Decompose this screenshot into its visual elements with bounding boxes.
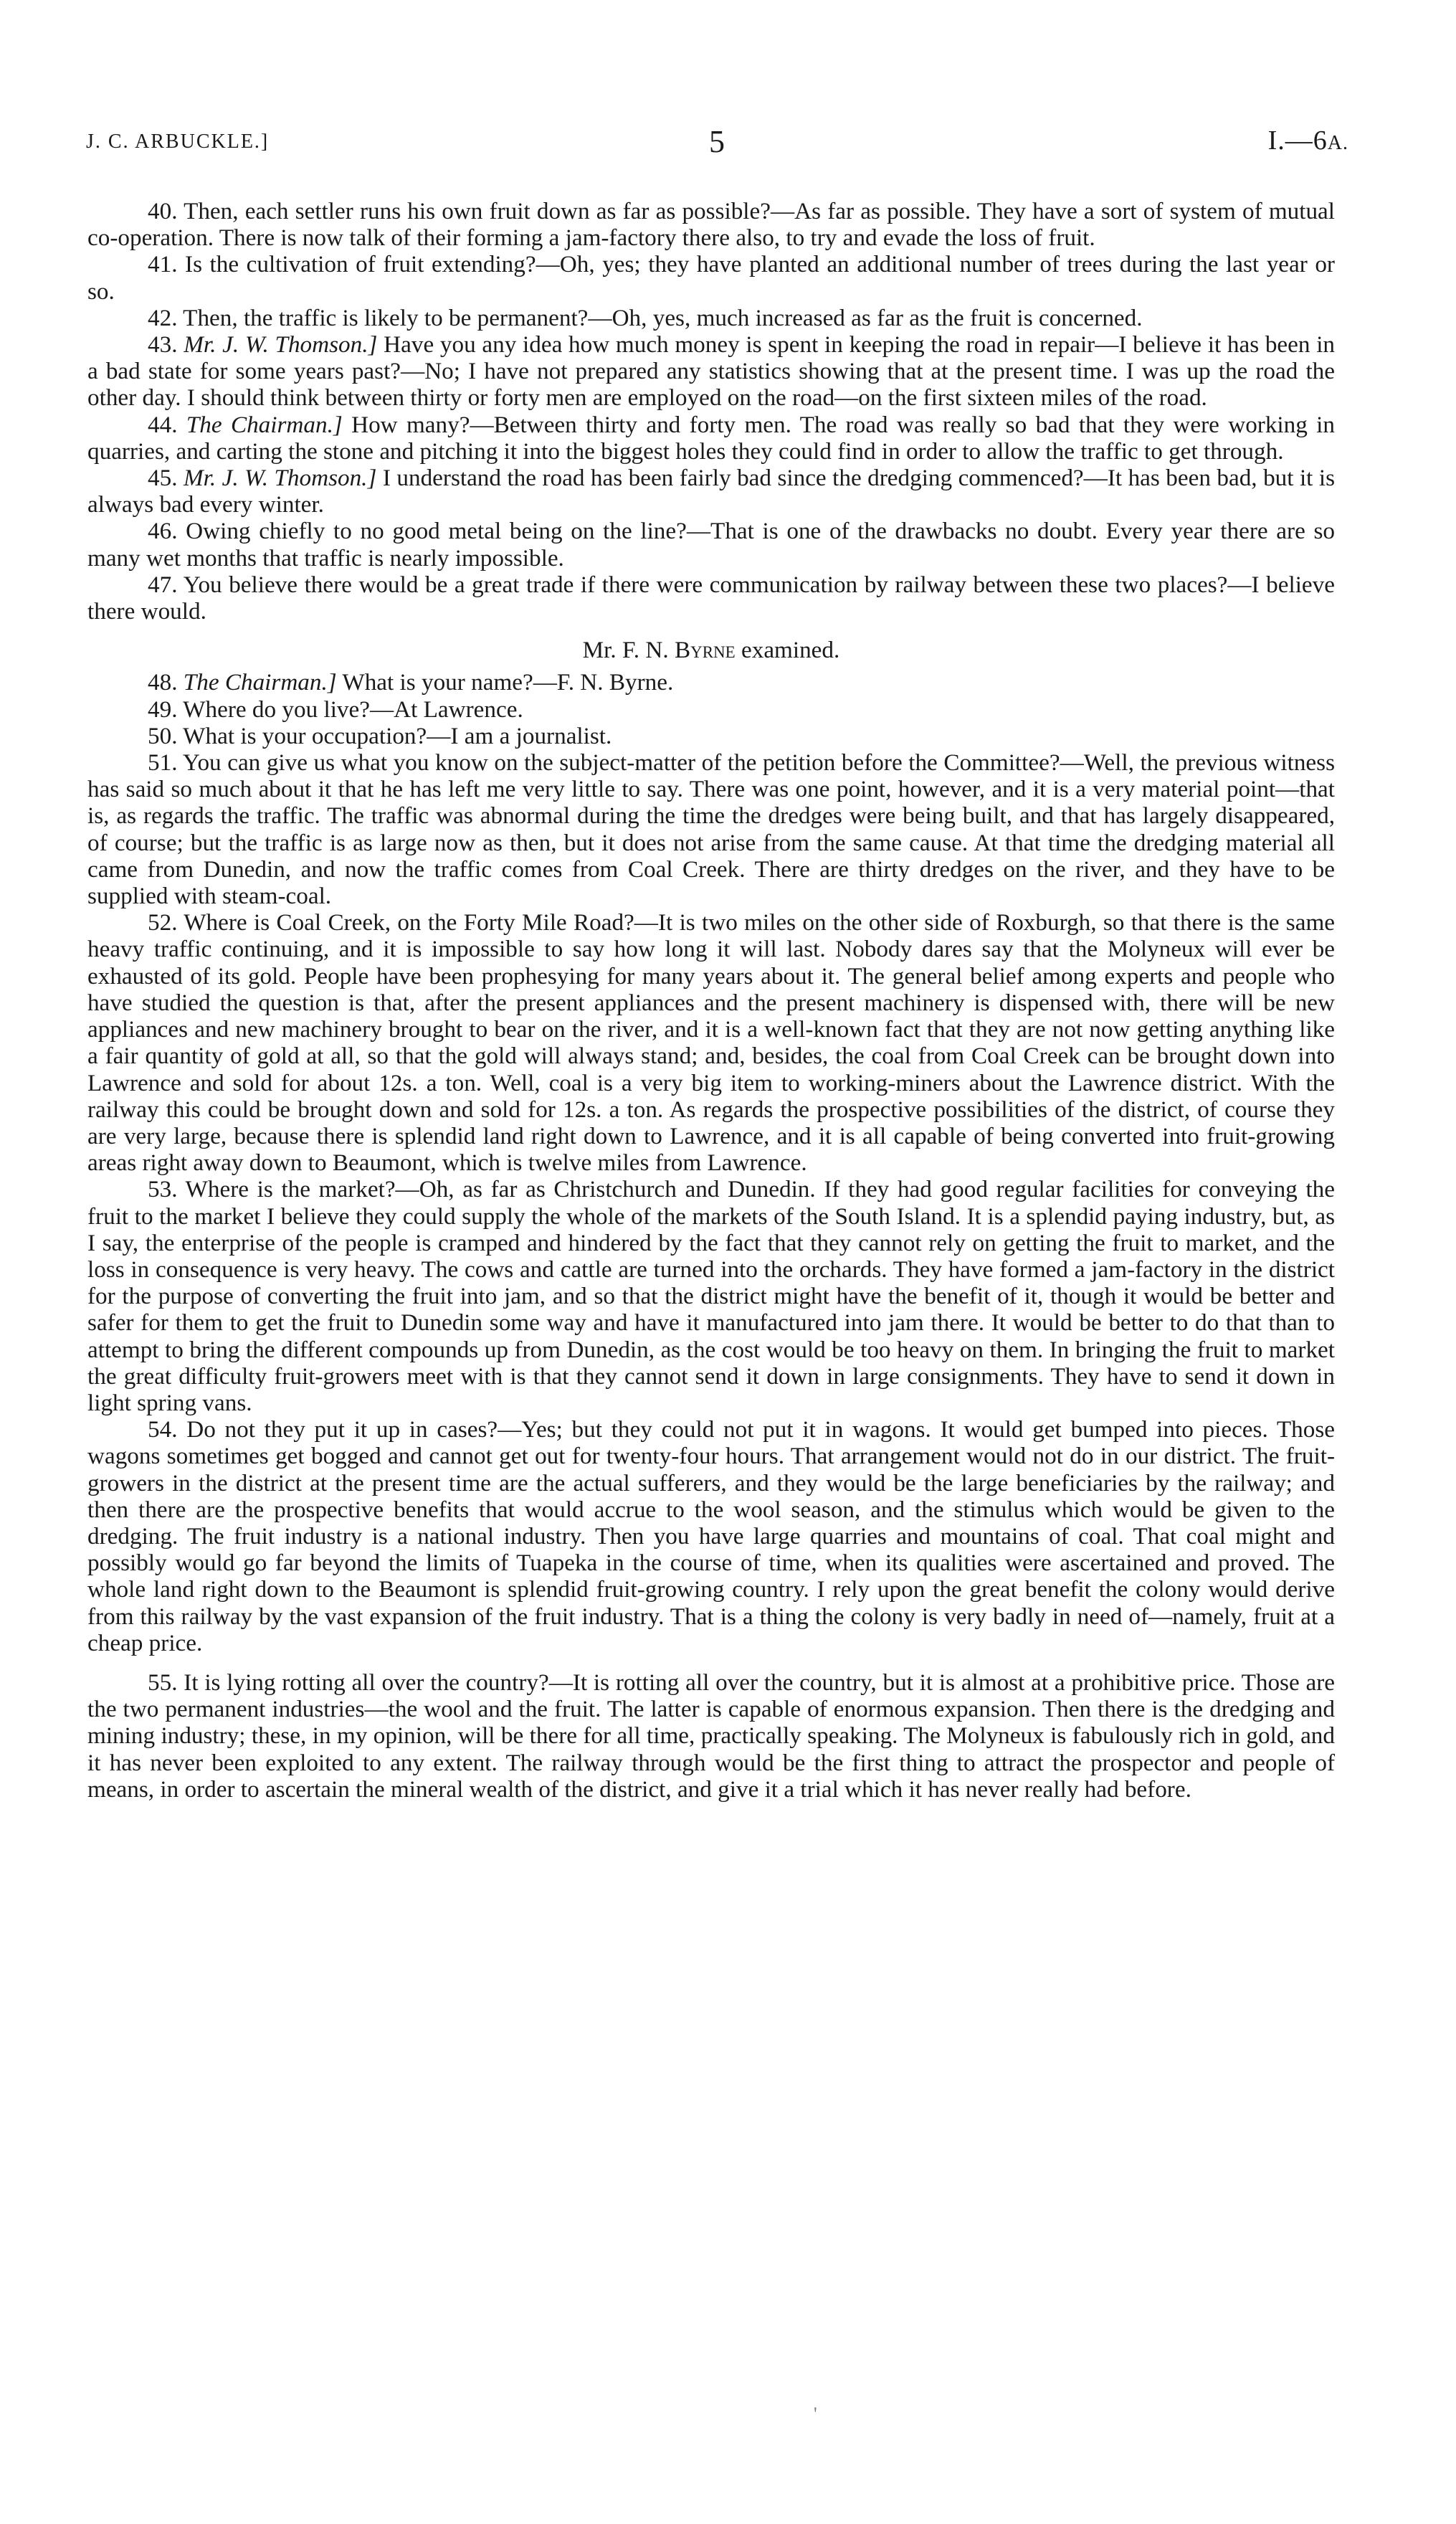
paragraph-42: 42. Then, the traffic is likely to be permanent?—Oh, yes, much increased as far as the fruit is concerned. <box>148 304 1143 331</box>
paragraph-48 <box>87 669 1335 696</box>
paragraph-number: 43. <box>148 331 178 359</box>
paragraph-number: 44. <box>148 411 178 438</box>
paragraph-number: 45. <box>148 465 178 492</box>
speaker-label: Mr. J. W. Thomson.] <box>183 465 377 492</box>
paragraph-text: What is your name?—F. N. Byrne. <box>342 669 674 696</box>
page-header <box>86 123 1348 166</box>
paragraph-54: 54. Do not they put it up in cases?—Yes; but they could not put it in wagons. It would get bumped into pieces. Those wagons sometimes get bogged and cannot get out for twenty-four hours. That arrangement would not do in our district. The fruit-growers in the district at the present time are the actual sufferers, and they would be the large beneficiaries by the railway; and then there are the prospective benefits that would accrue to the wool season, and the stimulus which would be given to the dredging. The fruit industry is a national industry. Then you have large quarries and mountains of coal. That coal might and possibly would go far beyond the limits of Tuapeka in the course of time, when its qualities were ascertained and proved. The whole land right down to the Beaumont is splendid fruit-growing country. I rely upon the great benefit the colony would derive from this railway by the vast expansion of the fruit industry. That is a thing the colony is very badly in need of—namely, fruit at a cheap price. <box>87 1416 1335 1656</box>
heading-witness-name: Byrne <box>674 637 736 664</box>
paragraph-46: 46. Owing chiefly to no good metal being on the line?—That is one of the drawbacks no doubt. Every year there are so many wet months that traffic is nearly impossible. <box>87 518 1335 571</box>
paragraph-text: How many?—Between thirty and forty men. The road was really so bad that they were working in quarries, and carting the stone and pitching it into the biggest holes they could find in order to allow the traffic to get through. <box>87 411 1335 465</box>
document-reference-suffix: A. <box>1327 132 1348 154</box>
paragraph-43 <box>87 331 1335 412</box>
paragraph-44 <box>87 412 1335 465</box>
paragraph-50: 50. What is your occupation?—I am a journalist. <box>148 722 612 749</box>
paragraph-49: 49. Where do you live?—At Lawrence. <box>148 696 523 723</box>
paragraph-47: 47. You believe there would be a great trade if there were communication by railway between these two places?—I believe there would. <box>87 571 1335 625</box>
witness-heading <box>87 637 1335 663</box>
heading-prefix: Mr. F. N. <box>582 637 669 664</box>
paragraph-41: 41. Is the cultivation of fruit extending?—Oh, yes; they have planted an additional number of trees during the last year or so. <box>87 251 1335 305</box>
paragraph-55: 55. It is lying rotting all over the country?—It is rotting all over the country, but it is almost at a prohibitive price. Those are the two permanent industries—the wool and the fruit. The latter is capable of enormous expansion. Then there is the dredging and mining industry; these, in my opinion, will be there for all time, practically speaking. The Molyneux is fabulously rich in gold, and it has never been exploited to any extent. The railway through would be the first thing to attract the prospector and people of means, in order to ascertain the mineral wealth of the district, and give it a trial which it has never really had before. <box>87 1669 1335 1803</box>
speaker-label: Mr. J. W. Thomson.] <box>184 331 378 359</box>
paragraph-text: I understand the road has been fairly bad since the dredging commenced?—It has been bad, but it is always bad every winter. <box>87 465 1335 518</box>
speaker-label: The Chairman.] <box>183 669 337 696</box>
header-witness-name: J. C. ARBUCKLE.] <box>86 131 270 153</box>
paragraph-text: Have you any idea how much money is spent in keeping the road in repair—I believe it has been in a bad state for some years past?—No; I have not prepared any statistics showing that at the present time. I was up the road the other day. I should think between thirty or forty men are employed on the road—on the first sixteen miles of the road. <box>87 331 1336 412</box>
page-number: 5 <box>709 124 725 159</box>
document-reference <box>1268 125 1348 156</box>
paragraph-53: 53. Where is the market?—Oh, as far as Christchurch and Dunedin. If they had good regular facilities for conveying the fruit to the market I believe they could supply the whole of the markets of the South Island. It is a splendid paying industry, but, as I say, the enterprise of the people is cramped and hindered by the fact that they cannot rely on getting the fruit to market, and the loss in consequence is very heavy. The cows and cattle are turned into the orchards. They have formed a jam-factory in the district for the purpose of converting the fruit into jam, and so that the district might have the benefit of it, though it would be better and safer for them to get the fruit to Dunedin some way and have it manufactured into jam there. It would be better to do that than to attempt to bring the different compounds up from Dunedin, as the cost would be too heavy on them. In bringing the fruit to market the great difficulty fruit-growers meet with is that they cannot send it down in large consignments. They have to send it down in light spring vans. <box>87 1176 1335 1416</box>
document-body <box>87 198 1335 1803</box>
heading-suffix: examined. <box>741 637 840 664</box>
paragraph-number: 48. <box>148 669 178 696</box>
paragraph-45 <box>87 465 1335 518</box>
paragraph-40: 40. Then, each settler runs his own fruit down as far as possible?—As far as possible. They have a sort of system of mutual co-operation. There is now talk of their forming a jam-factory there also, to try and evade the loss of fruit. <box>87 198 1335 252</box>
stray-ink-mark: ' <box>814 2404 817 2424</box>
speaker-label: The Chairman.] <box>186 411 343 438</box>
document-reference-main: I.—6 <box>1267 125 1328 156</box>
paragraph-51: 51. You can give us what you know on the subject-matter of the petition before the Committee?—Well, the previous witness has said so much about it that he has left me very little to say. There was one point, however, and it is a very material point—that is, as regards the traffic. The traffic was abnormal during the time the dredges were being built, and that has largely disappeared, of course; but the traffic is as large now as then, but it does not arise from the same cause. At that time the dredging material all came from Dunedin, and now the traffic comes from Coal Creek. There are thirty dredges on the river, and they have to be supplied with steam-coal. <box>87 749 1335 910</box>
paragraph-52: 52. Where is Coal Creek, on the Forty Mile Road?—It is two miles on the other side of Roxburgh, so that there is the same heavy traffic continuing, and it is impossible to say how long it will last. Nobody dares say that the Molyneux will ever be exhausted of its gold. People have been prophesying for many years about it. The general belief among experts and people who have studied the question is that, after the present appliances and the present machinery is dispensed with, there will be new appliances and new machinery brought to bear on the river, and it is a well-known fact that they are not now getting anything like a fair quantity of gold at all, so that the gold will always stand; and, besides, the coal from Coal Creek can be brought down into Lawrence and sold for about 12s. a ton. Well, coal is a very big item to working-miners about the Lawrence district. With the railway this could be brought down and sold for 12s. a ton. As regards the prospective possibilities of the district, of course they are very large, because there is splendid land right down to Lawrence, and it is all capable of being converted into fruit-growing areas right away down to Beaumont, which is twelve miles from Lawrence. <box>87 909 1335 1177</box>
